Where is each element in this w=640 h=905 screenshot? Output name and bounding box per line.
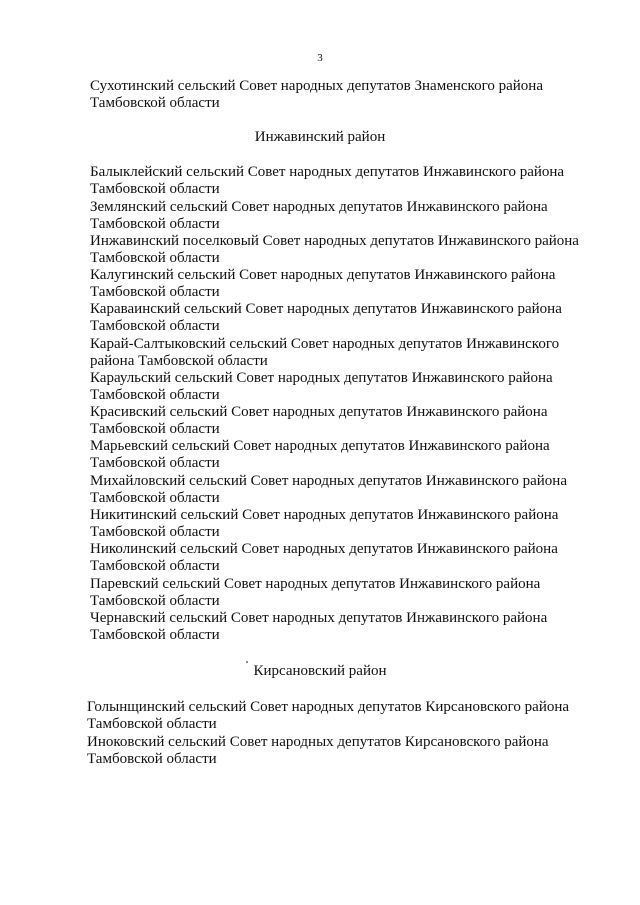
council-name-line: Чернавский сельский Совет народных депутатов Инжавинского района bbox=[90, 610, 548, 626]
council-region-line: Тамбовской области bbox=[90, 524, 220, 540]
council-region-line: Тамбовской области bbox=[90, 627, 220, 643]
council-region-line: Тамбовской области bbox=[90, 181, 220, 197]
council-name-line: Иноковский сельский Совет народных депутатов Кирсановского района bbox=[87, 734, 549, 750]
council-entry bbox=[87, 734, 597, 768]
council-entry bbox=[90, 164, 600, 198]
council-entry bbox=[90, 610, 600, 644]
council-region-line: Тамбовской области bbox=[90, 455, 220, 471]
council-name-line: Марьевский сельский Совет народных депутатов Инжавинского района bbox=[90, 438, 550, 454]
council-region-line: Тамбовской области bbox=[90, 216, 220, 232]
council-region-line: района Тамбовской области bbox=[90, 353, 268, 369]
district-heading-inzhavinsky: Инжавинский район bbox=[254, 129, 386, 145]
council-region-line: Тамбовской области bbox=[90, 490, 220, 506]
council-entry bbox=[90, 267, 600, 301]
council-entry bbox=[90, 576, 600, 610]
council-entry bbox=[90, 370, 600, 404]
council-entry bbox=[90, 473, 600, 507]
council-entry bbox=[87, 699, 597, 733]
council-name-line: Инжавинский поселковый Совет народных депутатов Инжавинского района bbox=[90, 233, 579, 249]
council-name-line: Красивский сельский Совет народных депутатов Инжавинского района bbox=[90, 404, 548, 420]
council-entry bbox=[90, 233, 600, 267]
council-entry bbox=[90, 336, 600, 370]
council-region-line: Тамбовской области bbox=[90, 558, 220, 574]
council-region-line: Тамбовской области bbox=[90, 95, 220, 111]
council-entry bbox=[90, 507, 600, 541]
council-region-line: Тамбовской области bbox=[90, 387, 220, 403]
council-entry bbox=[90, 301, 600, 335]
council-name-line: Караваинский сельский Совет народных депутатов Инжавинского района bbox=[90, 301, 562, 317]
council-name-line: Николинский сельский Совет народных депутатов Инжавинского района bbox=[90, 541, 558, 557]
council-name-line: Никитинский сельский Совет народных депутатов Инжавинского района bbox=[90, 507, 559, 523]
council-entry bbox=[90, 199, 600, 233]
council-entry bbox=[90, 78, 600, 112]
council-region-line: Тамбовской области bbox=[90, 318, 220, 334]
council-region-line: Тамбовской области bbox=[90, 593, 220, 609]
council-region-line: Тамбовской области bbox=[87, 751, 217, 767]
council-name-line: Паревский сельский Совет народных депутатов Инжавинского района bbox=[90, 576, 541, 592]
page-number: 3 bbox=[317, 52, 323, 64]
council-entry bbox=[90, 404, 600, 438]
council-name-line: Голынщинский сельский Совет народных депутатов Кирсановского района bbox=[87, 699, 570, 715]
council-region-line: Тамбовской области bbox=[90, 250, 220, 266]
council-region-line: Тамбовской области bbox=[90, 284, 220, 300]
council-name-line: Балыклейский сельский Совет народных депутатов Инжавинского района bbox=[90, 164, 565, 180]
council-name-line: Землянский сельский Совет народных депутатов Инжавинского района bbox=[90, 199, 548, 215]
council-region-line: Тамбовской области bbox=[90, 421, 220, 437]
council-name-line: Михайловский сельский Совет народных депутатов Инжавинского района bbox=[90, 473, 567, 489]
council-name-line: Караульский сельский Совет народных депутатов Инжавинского района bbox=[90, 370, 553, 386]
council-entry bbox=[90, 541, 600, 575]
council-name-line: Калугинский сельский Совет народных депутатов Инжавинского района bbox=[90, 267, 556, 283]
council-region-line: Тамбовской области bbox=[87, 716, 217, 732]
council-entry bbox=[90, 438, 600, 472]
council-name-line: Карай-Салтыковский сельский Совет народных депутатов Инжавинского bbox=[90, 336, 560, 352]
council-name-line: Сухотинский сельский Совет народных депутатов Знаменского района bbox=[90, 78, 543, 94]
district-heading-kirsanovsky: Кирсановский район bbox=[253, 663, 387, 679]
